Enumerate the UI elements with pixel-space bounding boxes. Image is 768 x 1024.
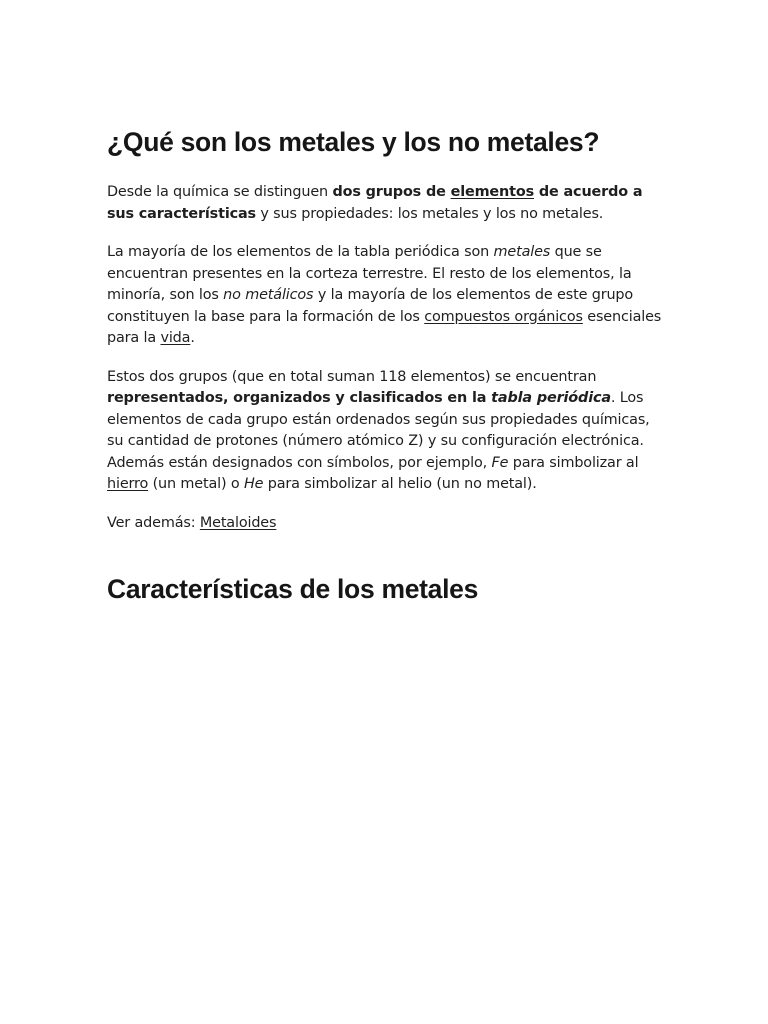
paragraph-text: . bbox=[190, 330, 195, 346]
paragraph-text: esenciales para la bbox=[107, 308, 662, 346]
page-title: ¿Qué son los metales y los no metales? bbox=[107, 127, 600, 157]
bold-text-part: de acuerdo a sus características bbox=[107, 184, 643, 222]
paragraph-text: Estos dos grupos (que en total suman 118 elementos) se encuentran bbox=[107, 368, 597, 385]
link-elementos[interactable]: elementos bbox=[450, 184, 535, 200]
bold-text-part: dos grupos de bbox=[332, 184, 451, 200]
paragraph-text: Desde la química se distinguen bbox=[107, 184, 333, 200]
paragraph-text: . Los elementos de cada grupo están ordenados según sus propiedades químicas, su cantidad de protones (número atómico Z) y su configuración electrónica. Además están designados con símbolos, por ejemplo, bbox=[107, 390, 650, 471]
paragraph-grupos bbox=[107, 367, 668, 496]
section-heading: Características de los metales bbox=[107, 574, 479, 604]
paragraph-text: que se encuentran presentes en la corteza terrestre. El resto de los elementos, la minoría, son los bbox=[107, 244, 632, 303]
bold-italic-text bbox=[491, 390, 611, 406]
italic-text: metales bbox=[493, 244, 551, 260]
bold-italic-part: tabla periódica bbox=[491, 390, 611, 406]
italic-text: no metálicos bbox=[223, 287, 314, 303]
paragraph-text: para simbolizar al bbox=[508, 454, 639, 471]
paragraph-text: para simbolizar al helio (un no metal). bbox=[263, 476, 537, 492]
paragraph-intro bbox=[107, 182, 668, 225]
paragraph-ver-ademas bbox=[107, 513, 668, 535]
link-hierro[interactable]: hierro bbox=[107, 476, 149, 492]
bold-text: representados, organizados y clasificados en la bbox=[107, 390, 492, 406]
paragraph-text: Ver además: bbox=[107, 514, 200, 531]
link-vida[interactable]: vida bbox=[160, 330, 191, 346]
italic-text: Fe bbox=[491, 454, 509, 471]
paragraph-mayoria bbox=[107, 242, 668, 350]
paragraph-text: La mayoría de los elementos de la tabla periódica son bbox=[107, 244, 494, 260]
paragraph-text: y sus propiedades: los metales y los no metales. bbox=[255, 205, 604, 222]
paragraph-text: y la mayoría de los elementos de este grupo constituyen la base para la formación de los bbox=[107, 287, 634, 325]
paragraph-text: (un metal) o bbox=[148, 476, 244, 492]
italic-text: He bbox=[243, 476, 264, 492]
link-metaloides[interactable]: Metaloides bbox=[199, 514, 277, 531]
link-compuestos-organicos[interactable]: compuestos orgánicos bbox=[424, 308, 583, 325]
